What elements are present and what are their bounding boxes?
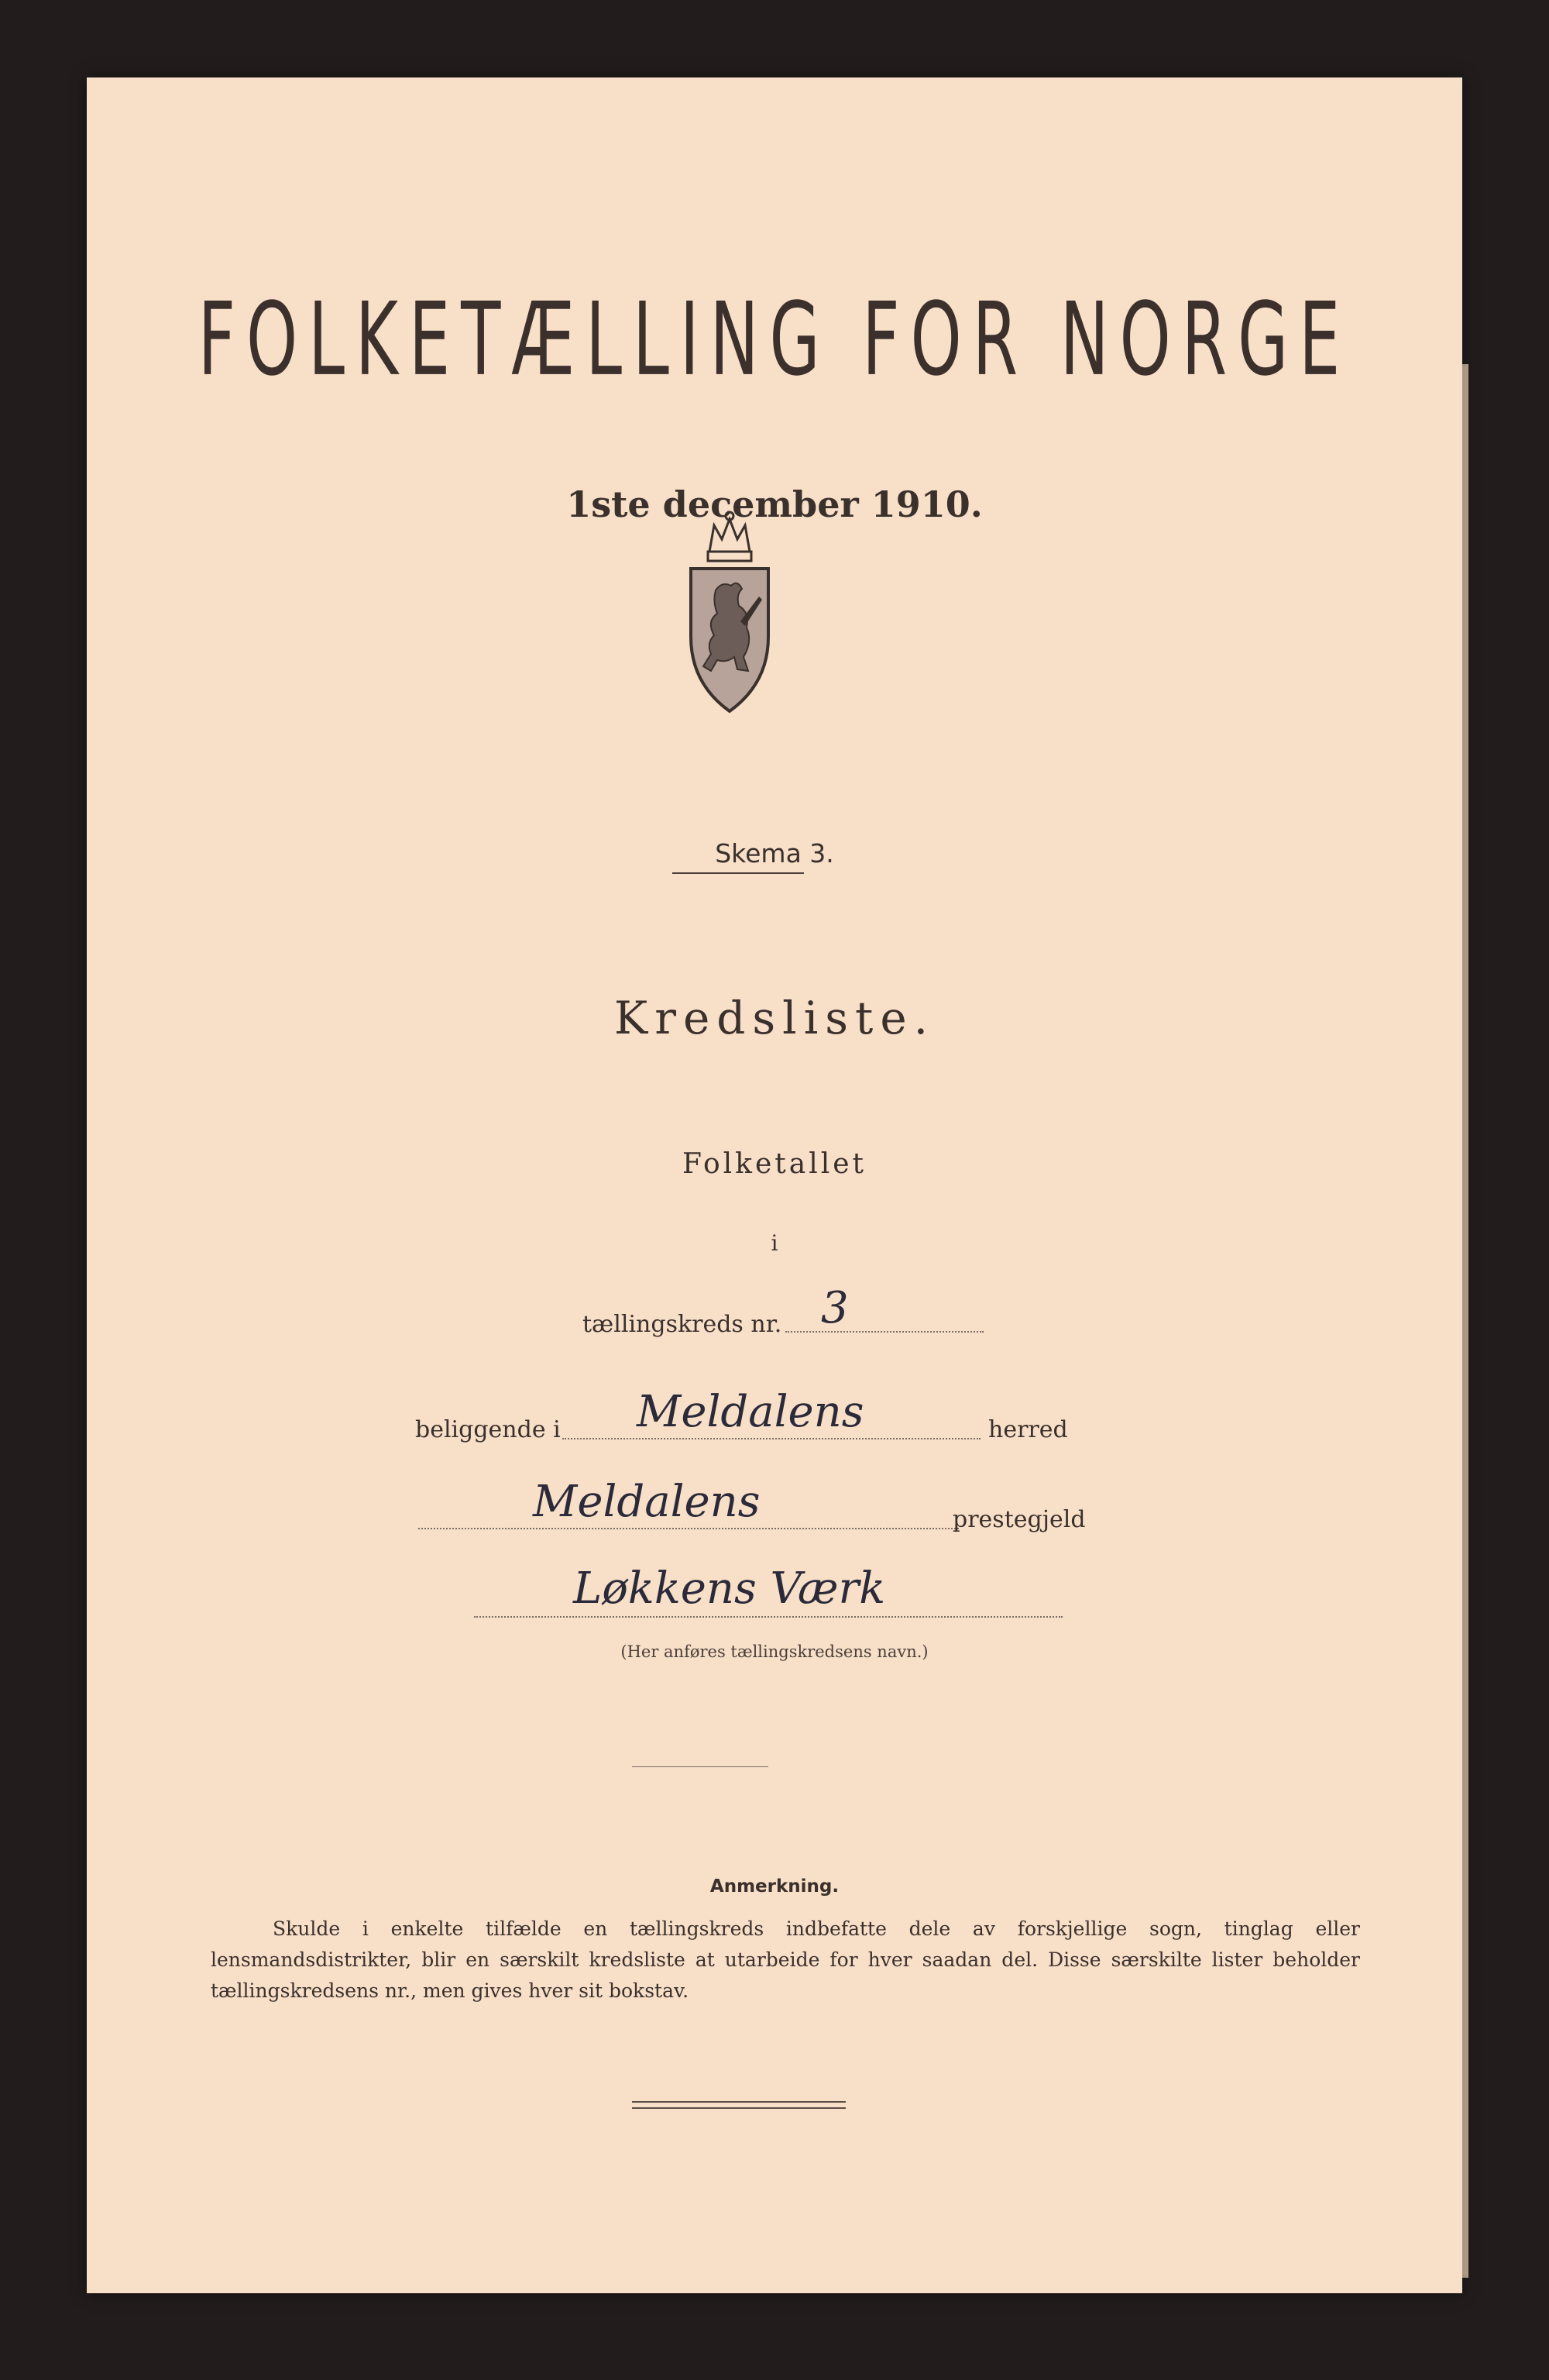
district-number-value: 3 [821, 1283, 849, 1333]
prestegjeld-line [418, 1528, 959, 1529]
form-date: 1ste december 1910. [566, 483, 983, 525]
section-divider [632, 1766, 768, 1767]
prestegjeld-value: Meldalens [533, 1477, 761, 1527]
district-number-label: tællingskreds nr. [582, 1311, 782, 1338]
census-form-page [87, 77, 1462, 2293]
located-in-value: Meldalens [637, 1387, 864, 1437]
prestegjeld-label: prestegjeld [953, 1506, 1086, 1533]
located-in-label: beliggende i [415, 1416, 561, 1443]
district-name-caption: (Her anføres tællingskredsens navn.) [620, 1642, 929, 1661]
list-title: Kredsliste. [613, 992, 936, 1044]
intro-text: Folketallet [682, 1148, 867, 1180]
closing-double-rule [632, 2101, 846, 2109]
district-name-line [474, 1616, 1063, 1618]
intro-connector: i [771, 1230, 778, 1256]
note-body: Skulde i enkelte tilfælde en tællingskreds indbefatte dele av forskjellige sogn, tinglag eller lensmandsdistrikter, blir en særskilt kredsliste at utarbeide for hver saadan del. Disse særskilte lister beholder tællingskredsens nr., men gives hver sit bokstav. [211, 1917, 1360, 2002]
schema-number: Skema 3. [715, 838, 834, 868]
located-in-line [562, 1438, 981, 1439]
herred-label: herred [988, 1416, 1068, 1443]
form-title: FOLKETÆLLING FOR NORGE [197, 280, 1352, 398]
norwegian-coat-of-arms-icon [686, 505, 773, 722]
district-name-value: Løkkens Værk [573, 1563, 886, 1614]
schema-underline [672, 872, 804, 874]
note-heading: Anmerkning. [709, 1876, 840, 1897]
district-number-line [785, 1331, 984, 1333]
